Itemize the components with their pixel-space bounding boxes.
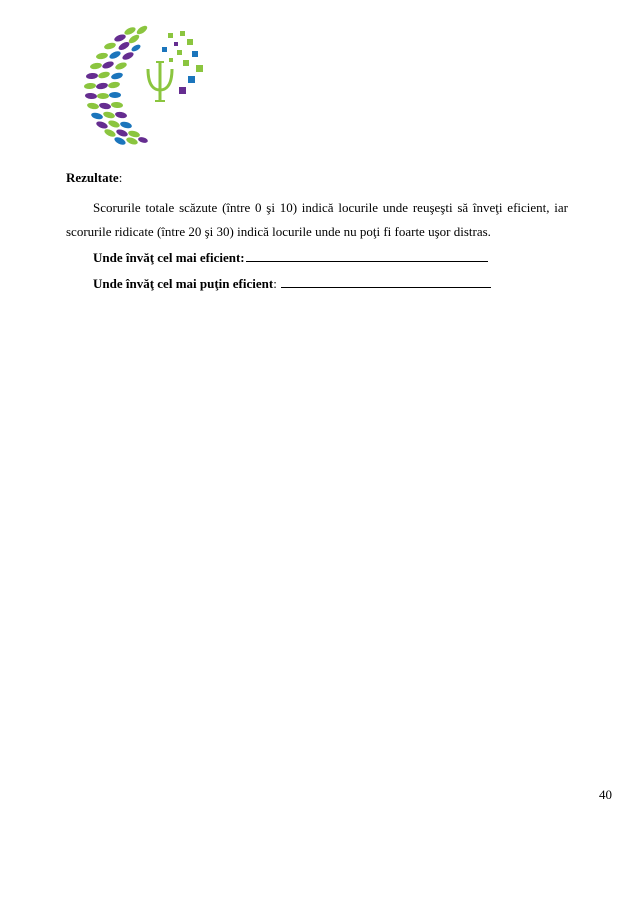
section-heading	[66, 166, 122, 190]
prompt-least-efficient	[93, 272, 491, 296]
psi-symbol	[148, 61, 172, 101]
logo	[80, 25, 205, 145]
prompt-label: Unde învăţ cel mai eficient:	[93, 250, 245, 265]
section-heading-label: Rezultate	[66, 170, 119, 185]
answer-blank-line	[281, 275, 491, 288]
answer-blank-line	[246, 249, 488, 262]
page-number: 40	[599, 787, 612, 802]
logo-leaves	[84, 25, 149, 145]
results-paragraph: Scorurile totale scăzute (între 0 şi 10) indică locurile unde reuşeşti să înveţi eficient, iar scorurile ridicate (între 20 şi 30) indică locurile unde nu poţi fi foarte uşor distras.	[66, 200, 568, 239]
prompt-label: Unde învăţ cel mai puţin eficient	[93, 276, 274, 291]
prompt-most-efficient	[93, 246, 488, 270]
prompt-colon: :	[273, 276, 277, 291]
section-heading-colon: :	[118, 170, 123, 185]
